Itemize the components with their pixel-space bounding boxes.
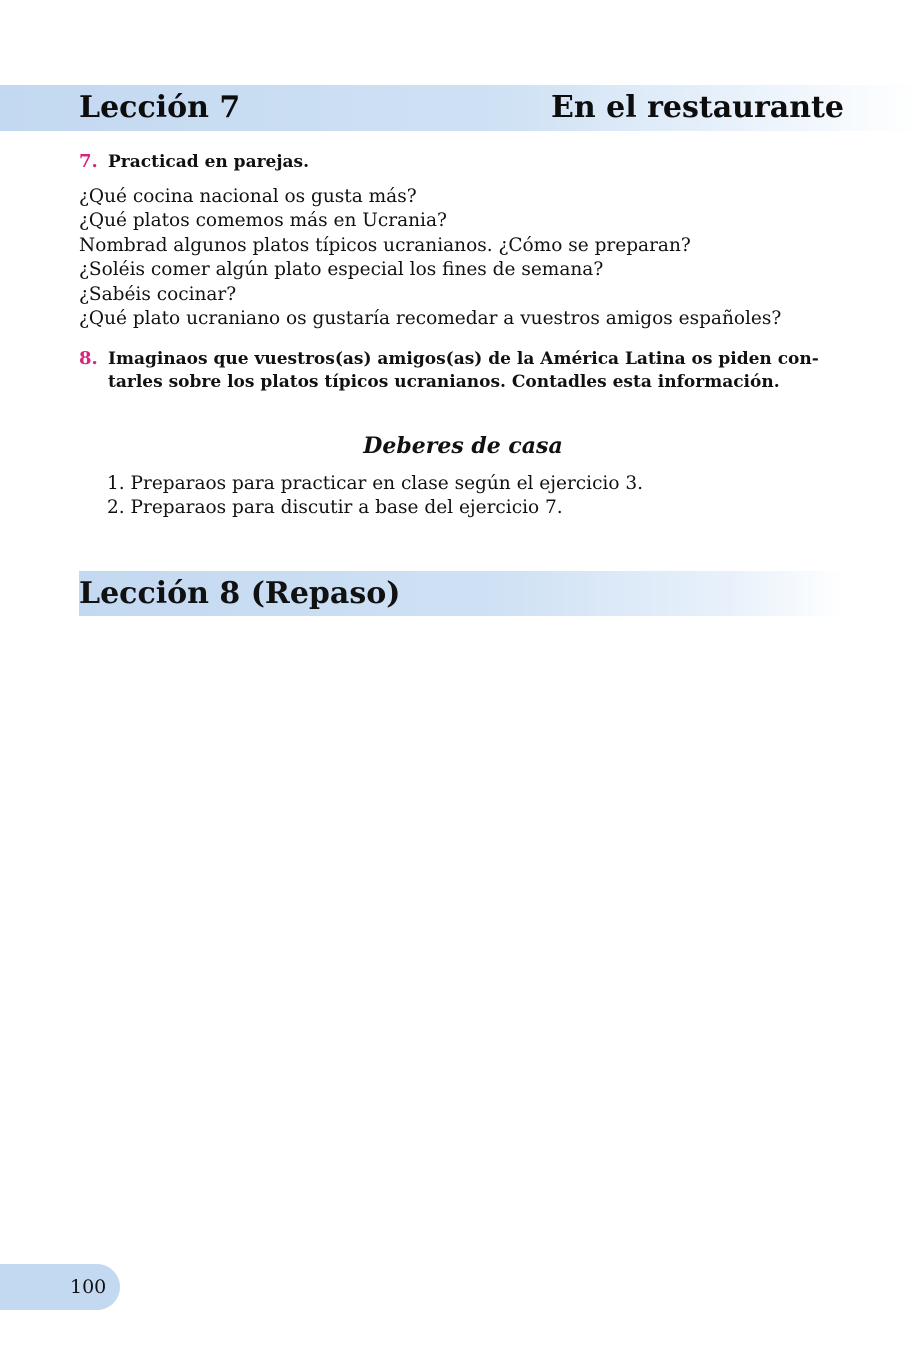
question-line: ¿Qué platos comemos más en Ucrania? [79, 210, 447, 232]
question-line: Nombrad algunos platos típicos ucranianos. ¿Cómo se preparan? [79, 234, 691, 256]
question-list [79, 185, 859, 331]
exercise-instruction: Practicad en parejas. [108, 152, 310, 172]
question-line: ¿Qué cocina nacional os gusta más? [79, 186, 417, 207]
homework-list [107, 472, 643, 521]
exercise-7 [79, 151, 845, 174]
exercise-number: 8. [79, 348, 98, 369]
lesson-8-title: Lección 8 (Repaso) [79, 576, 401, 611]
exercise-number: 7. [79, 151, 98, 172]
question-line: ¿Sabéis cocinar? [79, 283, 237, 305]
exercise-instruction-line: tarles sobre los platos típicos ucranianos. Contadles esta información. [108, 372, 780, 392]
homework-item: 2. Preparaos para discutir a base del ejercicio 7. [107, 497, 563, 519]
homework-title: Deberes de casa [363, 433, 563, 459]
page-number: 100 [70, 1276, 107, 1298]
lesson-title: Lección 7 [79, 90, 241, 125]
exercise-instruction-line: Imaginaos que vuestros(as) amigos(as) de la América Latina os piden con- [108, 349, 819, 369]
question-line: ¿Soléis comer algún plato especial los fines de semana? [79, 259, 604, 281]
exercise-8 [79, 348, 845, 394]
homework-item: 1. Preparaos para practicar en clase según el ejercicio 3. [107, 473, 644, 494]
question-line: ¿Qué plato ucraniano os gustaría recomedar a vuestros amigos españoles? [79, 308, 782, 330]
lesson-topic: En el restaurante [551, 90, 844, 125]
